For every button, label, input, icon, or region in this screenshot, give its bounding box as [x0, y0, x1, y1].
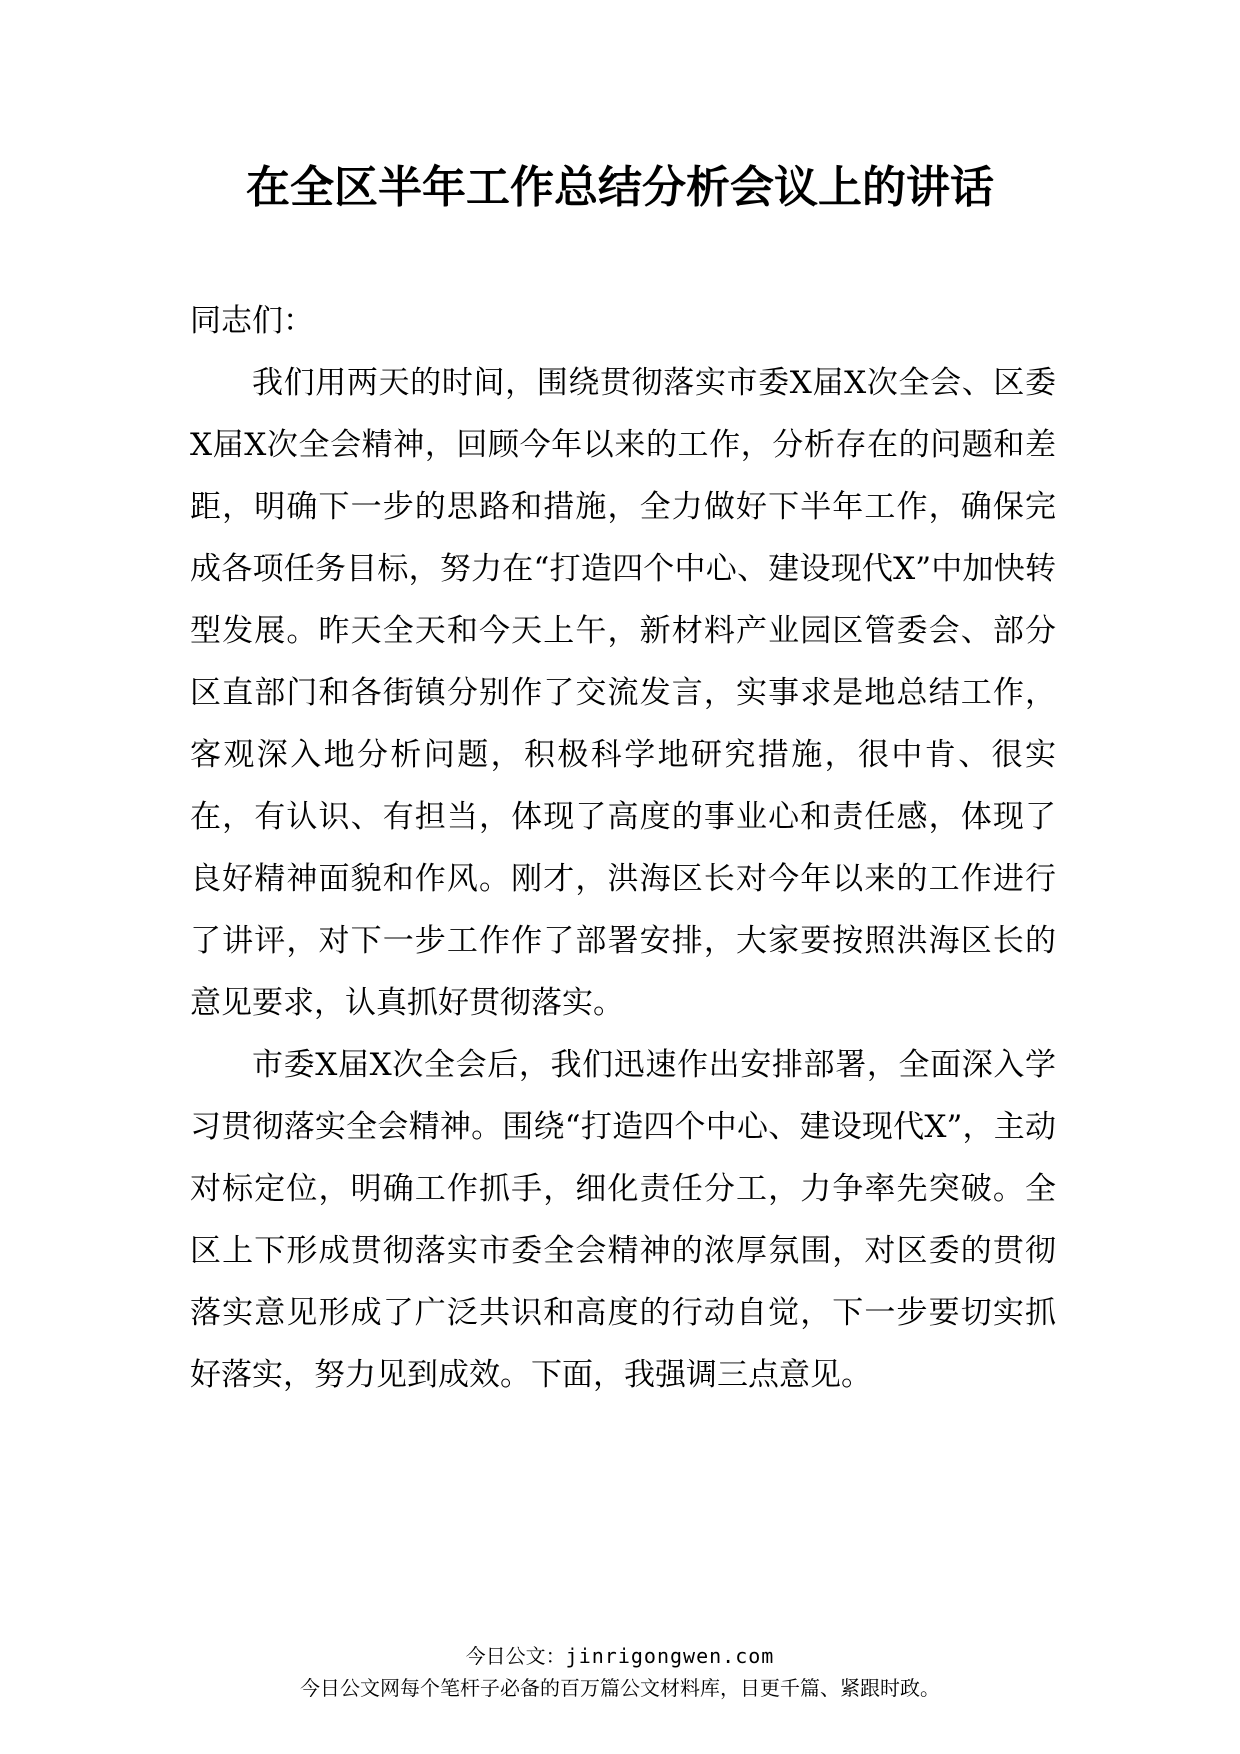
footer-slogan: 今日公文网每个笔杆子必备的百万篇公文材料库，日更千篇、紧跟时政。: [300, 1676, 940, 1700]
footer-site-line: [0, 1640, 1240, 1672]
document-title: 在全区半年工作总结分析会议上的讲话: [246, 162, 994, 213]
salutation: 同志们：: [190, 303, 314, 339]
paragraph-1: 我们用两天的时间，围绕贯彻落实市委X届X次全会、区委X届X次全会精神，回顾今年以来的工作，分析存在的问题和差距，明确下一步的思路和措施，全力做好下半年工作，确保完成各项任务目标，努力在“打造四个中心、建设现代X”中加快转型发展。昨天全天和今天上午，新材料产业园区管委会、部分区直部门和各街镇分别作了交流发言，实事求是地总结工作，客观深入地分析问题，积极科学地研究措施，很中肯、很实在，有认识、有担当，体现了高度的事业心和责任感，体现了良好精神面貌和作风。刚才，洪海区长对今年以来的工作进行了讲评，对下一步工作作了部署安排，大家要按照洪海区长的意见要求，认真抓好贯彻落实。: [190, 365, 1056, 1021]
document-body: [190, 290, 1056, 1406]
footer: [0, 1640, 1240, 1704]
footer-site-url[interactable]: jinrigongwen.com: [565, 1644, 775, 1668]
footer-site-label: 今日公文：: [465, 1644, 566, 1668]
paragraph-2: 市委X届X次全会后，我们迅速作出安排部署，全面深入学习贯彻落实全会精神。围绕“打造四个中心、建设现代X”，主动对标定位，明确工作抓手，细化责任分工，力争率先突破。全区上下形成贯彻落实市委全会精神的浓厚氛围，对区委的贯彻落实意见形成了广泛共识和高度的行动自觉，下一步要切实抓好落实，努力见到成效。下面，我强调三点意见。: [190, 1047, 1056, 1393]
